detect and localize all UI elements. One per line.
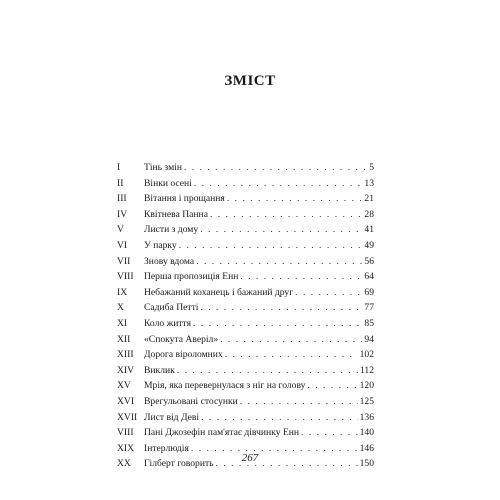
toc-entry <box>144 254 374 270</box>
chapter-page: 125 <box>359 395 374 407</box>
toc-row <box>117 285 374 301</box>
toc-entry <box>144 300 374 316</box>
toc-entry <box>144 316 374 332</box>
chapter-number: VIII <box>117 271 134 283</box>
toc-row <box>117 222 374 238</box>
chapter-number: XV <box>117 380 131 392</box>
toc-row <box>117 378 374 394</box>
chapter-page: 21 <box>364 193 374 205</box>
toc-row <box>117 347 374 363</box>
page-number: 267 <box>241 452 259 464</box>
chapter-number: VII <box>117 255 131 267</box>
chapter-page: 77 <box>364 302 374 314</box>
chapter-title: Вітання і прощання <box>144 193 225 205</box>
chapter-page: 49 <box>364 239 374 251</box>
chapter-title: У парку <box>144 239 177 251</box>
table-of-contents <box>117 160 374 472</box>
chapter-title: Коло життя <box>144 317 192 329</box>
chapter-number: VIII <box>117 427 134 439</box>
chapter-number: XI <box>117 317 128 329</box>
chapter-number: I <box>117 162 121 173</box>
toc-row <box>117 254 374 270</box>
dot-leader <box>210 207 362 223</box>
chapter-title: Вінки осені <box>144 177 192 189</box>
chapter-number: XII <box>117 333 131 345</box>
dot-leader <box>225 347 358 363</box>
toc-row <box>117 207 374 223</box>
toc-row <box>117 160 374 176</box>
toc-entry <box>144 425 374 441</box>
chapter-page: 41 <box>364 224 374 236</box>
toc-row <box>117 363 374 379</box>
chapter-title: Інтерлюдія <box>144 442 189 454</box>
toc-row <box>117 269 374 285</box>
dot-leader <box>177 363 358 379</box>
dot-leader <box>295 285 362 301</box>
chapter-page: 13 <box>364 177 374 189</box>
chapter-number: VI <box>117 239 128 251</box>
toc-row <box>117 176 374 192</box>
chapter-page: 5 <box>369 162 374 173</box>
toc-entry <box>144 363 374 379</box>
chapter-page: 56 <box>364 255 374 267</box>
chapter-page: 85 <box>364 317 374 329</box>
toc-entry <box>144 347 374 363</box>
chapter-page: 120 <box>359 380 374 392</box>
chapter-title: Лист від Деві <box>144 411 200 423</box>
toc-row <box>117 425 374 441</box>
dot-leader <box>184 160 367 176</box>
toc-entry <box>144 378 374 394</box>
chapter-page: 150 <box>359 458 374 470</box>
dot-leader <box>200 222 362 238</box>
chapter-title: Мрія, яка перевернулася з ніг на голову <box>144 380 306 392</box>
dot-leader <box>307 378 357 394</box>
chapter-title: Гілберт говорить <box>144 458 214 470</box>
page-title: ЗМІСТ <box>224 73 276 89</box>
toc-entry <box>144 176 374 192</box>
chapter-number: X <box>117 302 124 314</box>
toc-row <box>117 332 374 348</box>
dot-leader <box>201 410 358 426</box>
chapter-number: IV <box>117 208 128 220</box>
chapter-title: «Спокута Аверіл» <box>144 333 219 345</box>
toc-row <box>117 300 374 316</box>
chapter-title: Перша пропозиція Енн <box>144 271 239 283</box>
dot-leader <box>240 394 358 410</box>
chapter-title: Дорога віроломних <box>144 349 223 361</box>
toc-entry <box>144 160 374 176</box>
chapter-title: Тінь змін <box>144 162 182 173</box>
chapter-page: 28 <box>364 208 374 220</box>
toc-entry <box>144 191 374 207</box>
chapter-page: 136 <box>359 411 374 423</box>
chapter-number: XVI <box>117 395 135 407</box>
chapter-page: 69 <box>364 286 374 298</box>
toc-entry <box>144 207 374 223</box>
toc-row <box>117 410 374 426</box>
chapter-title: Виклик <box>144 364 175 376</box>
chapter-number: XIII <box>117 349 134 361</box>
toc-entry <box>144 269 374 285</box>
chapter-page: 112 <box>359 364 374 376</box>
chapter-title: Квітнева Панна <box>144 208 208 220</box>
toc-entry <box>144 394 374 410</box>
dot-leader <box>227 191 363 207</box>
toc-entry <box>144 285 374 301</box>
chapter-number: XIV <box>117 364 135 376</box>
chapter-number: IX <box>117 286 128 298</box>
chapter-number: XIX <box>117 442 135 454</box>
chapter-page: 140 <box>359 427 374 439</box>
chapter-number: III <box>117 193 127 205</box>
chapter-page: 94 <box>364 333 374 345</box>
dot-leader <box>301 425 358 441</box>
toc-row <box>117 238 374 254</box>
chapter-title: Пані Джозефін пам'ятає дівчинку Енн <box>144 427 300 439</box>
dot-leader <box>193 316 362 332</box>
dot-leader <box>200 300 362 316</box>
chapter-title: Садиба Петті <box>144 302 199 314</box>
toc-entry <box>144 222 374 238</box>
toc-row <box>117 394 374 410</box>
toc-row <box>117 191 374 207</box>
chapter-page: 64 <box>364 271 374 283</box>
chapter-number: XVII <box>117 411 138 423</box>
chapter-title: Небажаний коханець і бажаний друг <box>144 286 294 298</box>
chapter-number: XX <box>117 458 131 470</box>
chapter-page: 102 <box>359 349 374 361</box>
chapter-number: V <box>117 224 124 236</box>
dot-leader <box>240 269 362 285</box>
dot-leader <box>194 176 363 192</box>
chapter-page: 146 <box>359 442 374 454</box>
toc-row <box>117 316 374 332</box>
toc-entry <box>144 238 374 254</box>
chapter-title: Листи з дому <box>144 224 199 236</box>
dot-leader <box>196 254 362 270</box>
chapter-number: II <box>117 177 124 189</box>
chapter-title: Знову вдома <box>144 255 195 267</box>
toc-entry <box>144 332 374 348</box>
toc-entry <box>144 410 374 426</box>
dot-leader <box>179 238 363 254</box>
dot-leader <box>220 332 362 348</box>
chapter-title: Врегульовані стосунки <box>144 395 238 407</box>
